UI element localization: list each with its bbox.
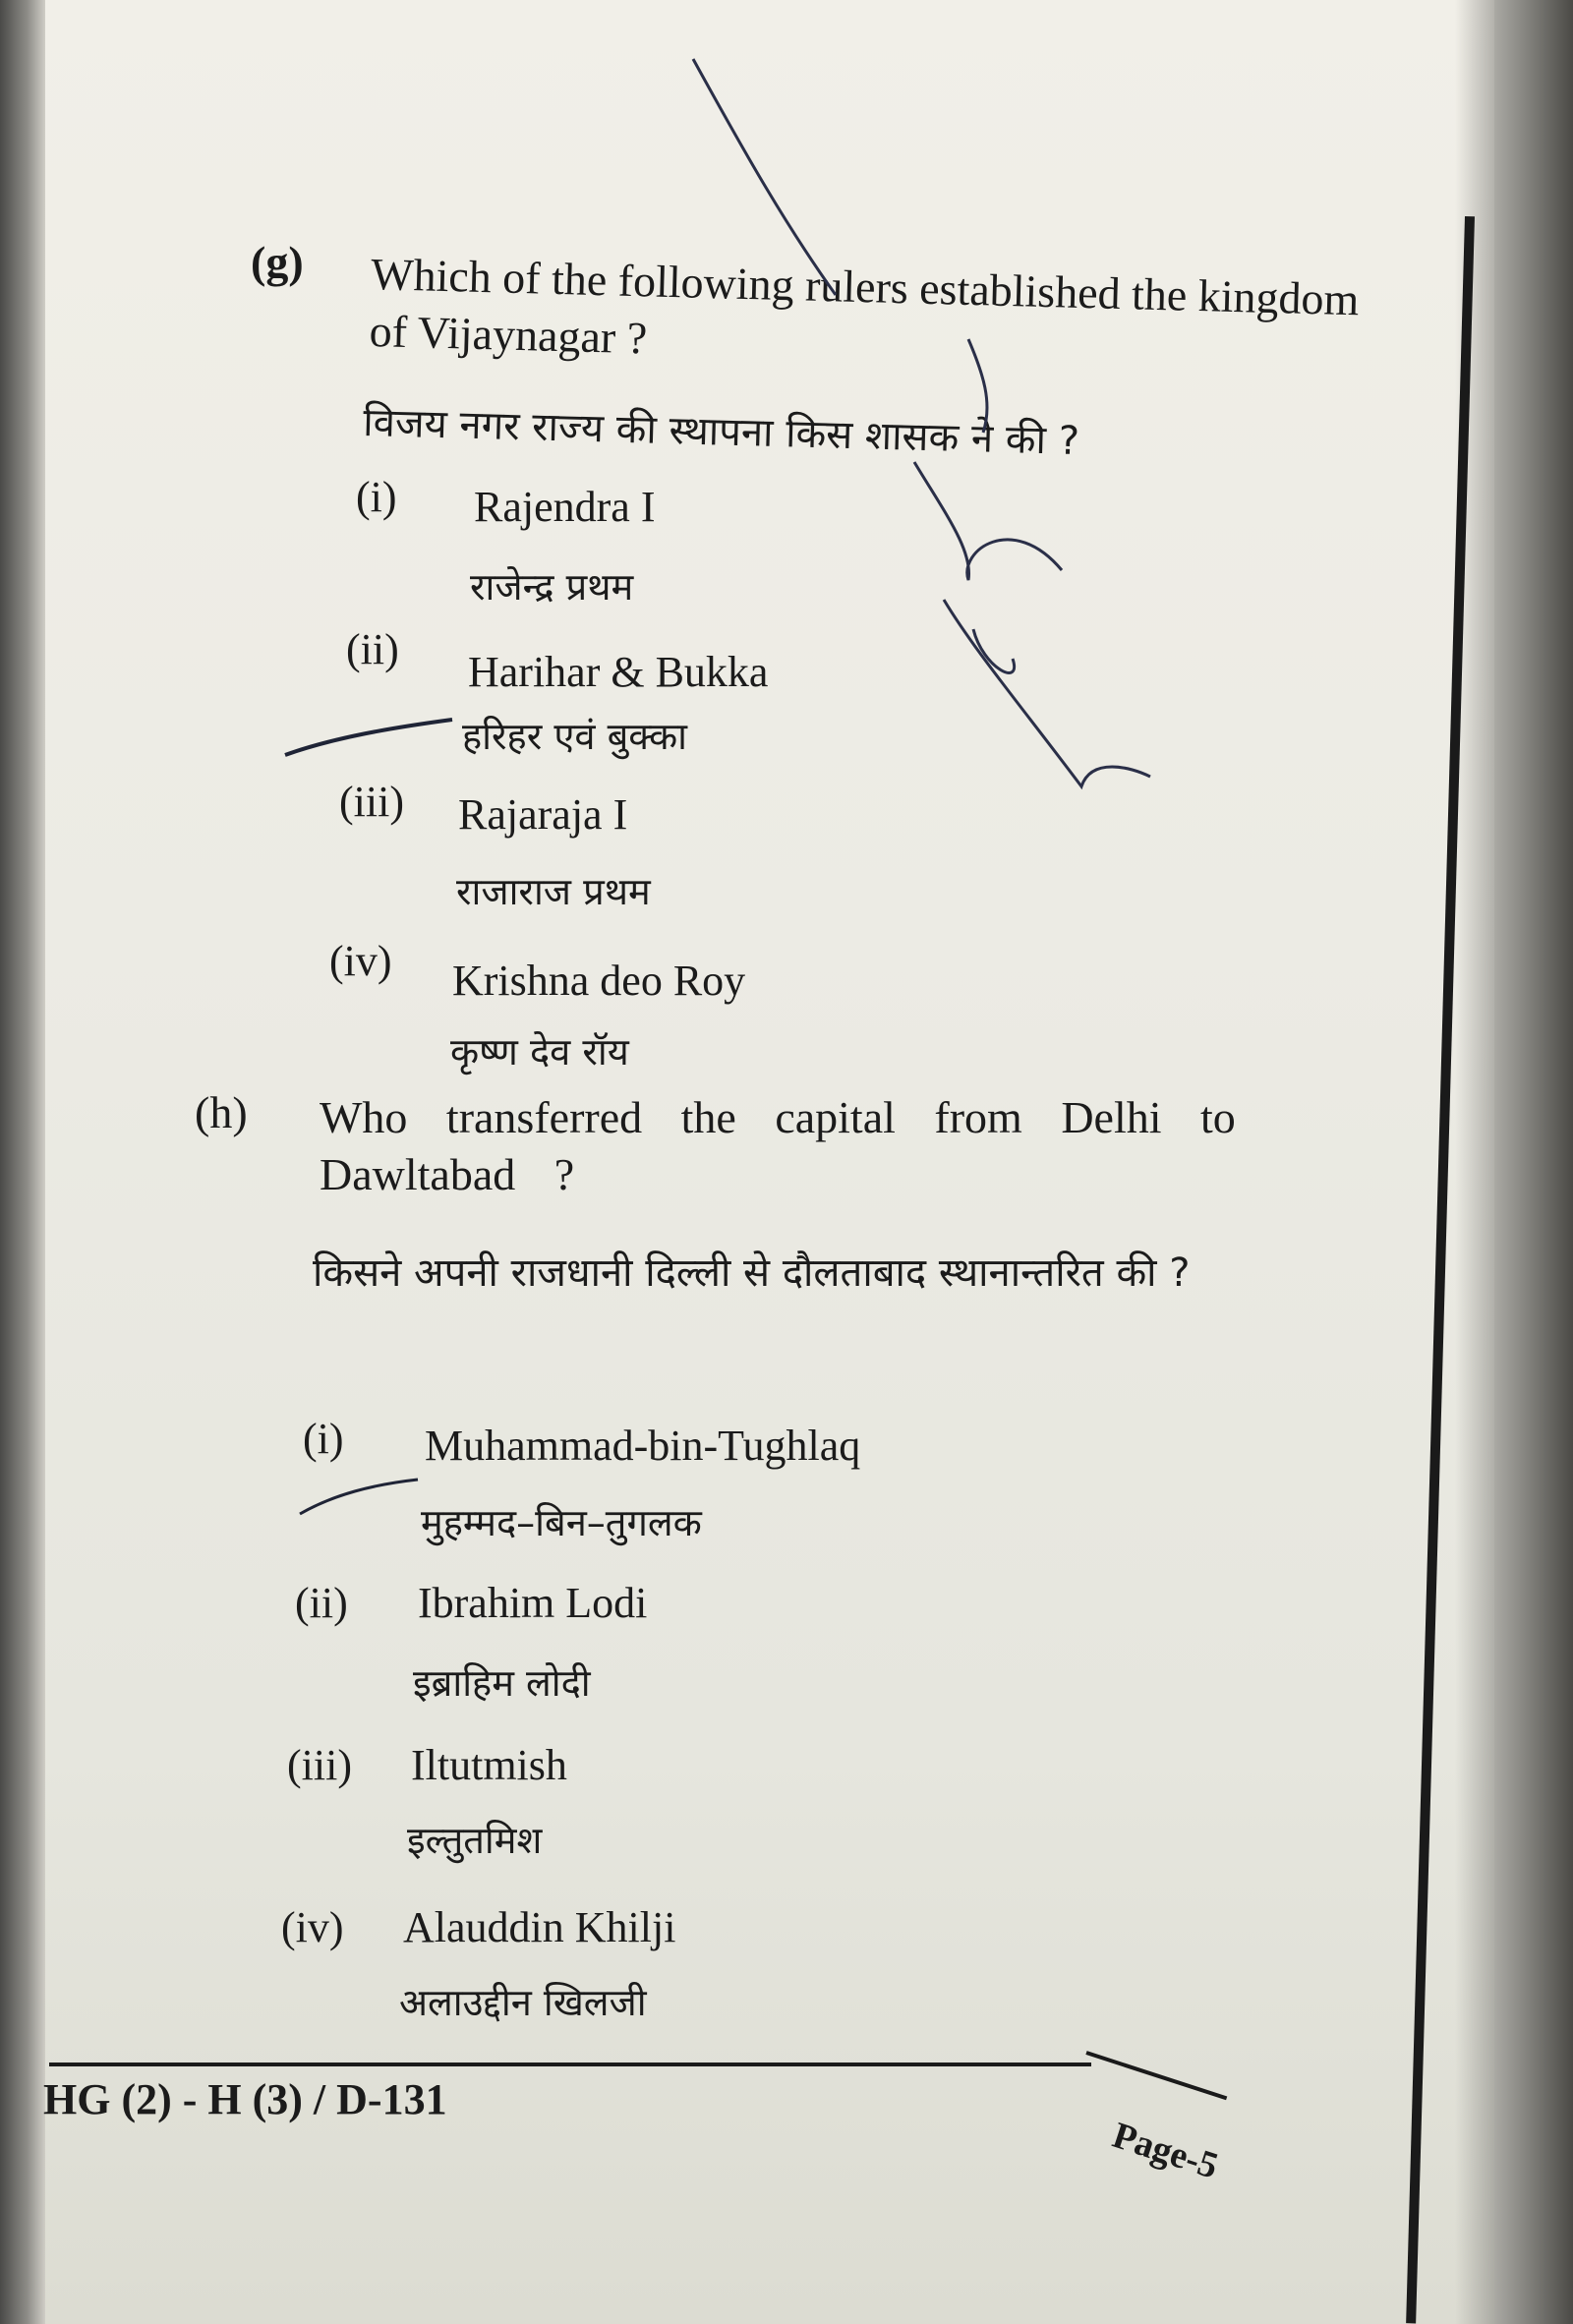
question-g-option-4-hindi: कृष्ण देव रॉय [450, 1030, 629, 1074]
question-g-option-3-hindi: राजाराज प्रथम [456, 870, 651, 913]
question-g-text-english: Which of the following rulers established the kingdom of Vijaynagar ? [369, 248, 1360, 363]
question-g-option-3-label: (iii) [339, 778, 404, 826]
question-g-option-2-hindi: हरिहर एवं बुक्का [462, 715, 688, 758]
question-h-option-3-hindi: इल्तुतमिश [407, 1819, 543, 1862]
answer-tick-g [285, 720, 452, 755]
question-h-option-1-label: (i) [303, 1415, 344, 1463]
question-g-option-2-english: Harihar & Bukka [468, 648, 769, 696]
question-h-option-4-english: Alauddin Khilji [403, 1903, 676, 1951]
question-h-option-1-hindi: मुहम्मद–बिन–तुगलक [421, 1501, 702, 1544]
question-h-option-3-english: Iltutmish [411, 1741, 567, 1789]
question-g-option-4-english: Krishna deo Roy [452, 957, 746, 1005]
question-g-option-4-label: (iv) [329, 937, 392, 985]
paper-code: HG (2) - H (3) / D-131 [43, 2075, 447, 2123]
question-h-option-1-english: Muhammad-bin-Tughlaq [425, 1422, 861, 1470]
question-h-label: (h) [195, 1087, 248, 1137]
pen-stroke-2 [914, 462, 1062, 580]
question-g-option-1-label: (i) [356, 473, 397, 521]
answer-tick-h [300, 1480, 418, 1514]
question-g-option-2-label: (ii) [346, 625, 399, 673]
question-h-option-4-label: (iv) [281, 1903, 344, 1951]
pen-stroke-1 [968, 339, 987, 433]
question-h-option-2-english: Ibrahim Lodi [418, 1579, 648, 1627]
page-number: Page-5 [1107, 2114, 1224, 2187]
question-h-option-2-label: (ii) [295, 1579, 348, 1627]
question-h-option-2-hindi: इब्राहिम लोदी [413, 1661, 591, 1705]
question-h-option-4-hindi: अलाउद्दीन खिलजी [399, 1981, 647, 2024]
question-g-option-1-english: Rajendra I [474, 483, 656, 531]
question-h-text-english: Who transferred the capital from Delhi to Dawltabad ? [320, 1092, 1236, 1199]
question-g-option-3-english: Rajaraja I [458, 790, 628, 839]
pen-stroke-3 [944, 600, 1150, 786]
question-h-option-3-label: (iii) [287, 1741, 352, 1789]
question-h-text-hindi: किसने अपनी राजधानी दिल्ली से दौलताबाद स्थानान्तरित की ? [313, 1250, 1191, 1296]
question-g-text-hindi: विजय नगर राज्य की स्थापना किस शासक ने की ? [362, 399, 1080, 465]
pen-stroke-top [693, 59, 836, 295]
question-g-label: (g) [251, 237, 304, 287]
question-g-option-1-hindi: राजेन्द्र प्रथम [470, 565, 634, 609]
